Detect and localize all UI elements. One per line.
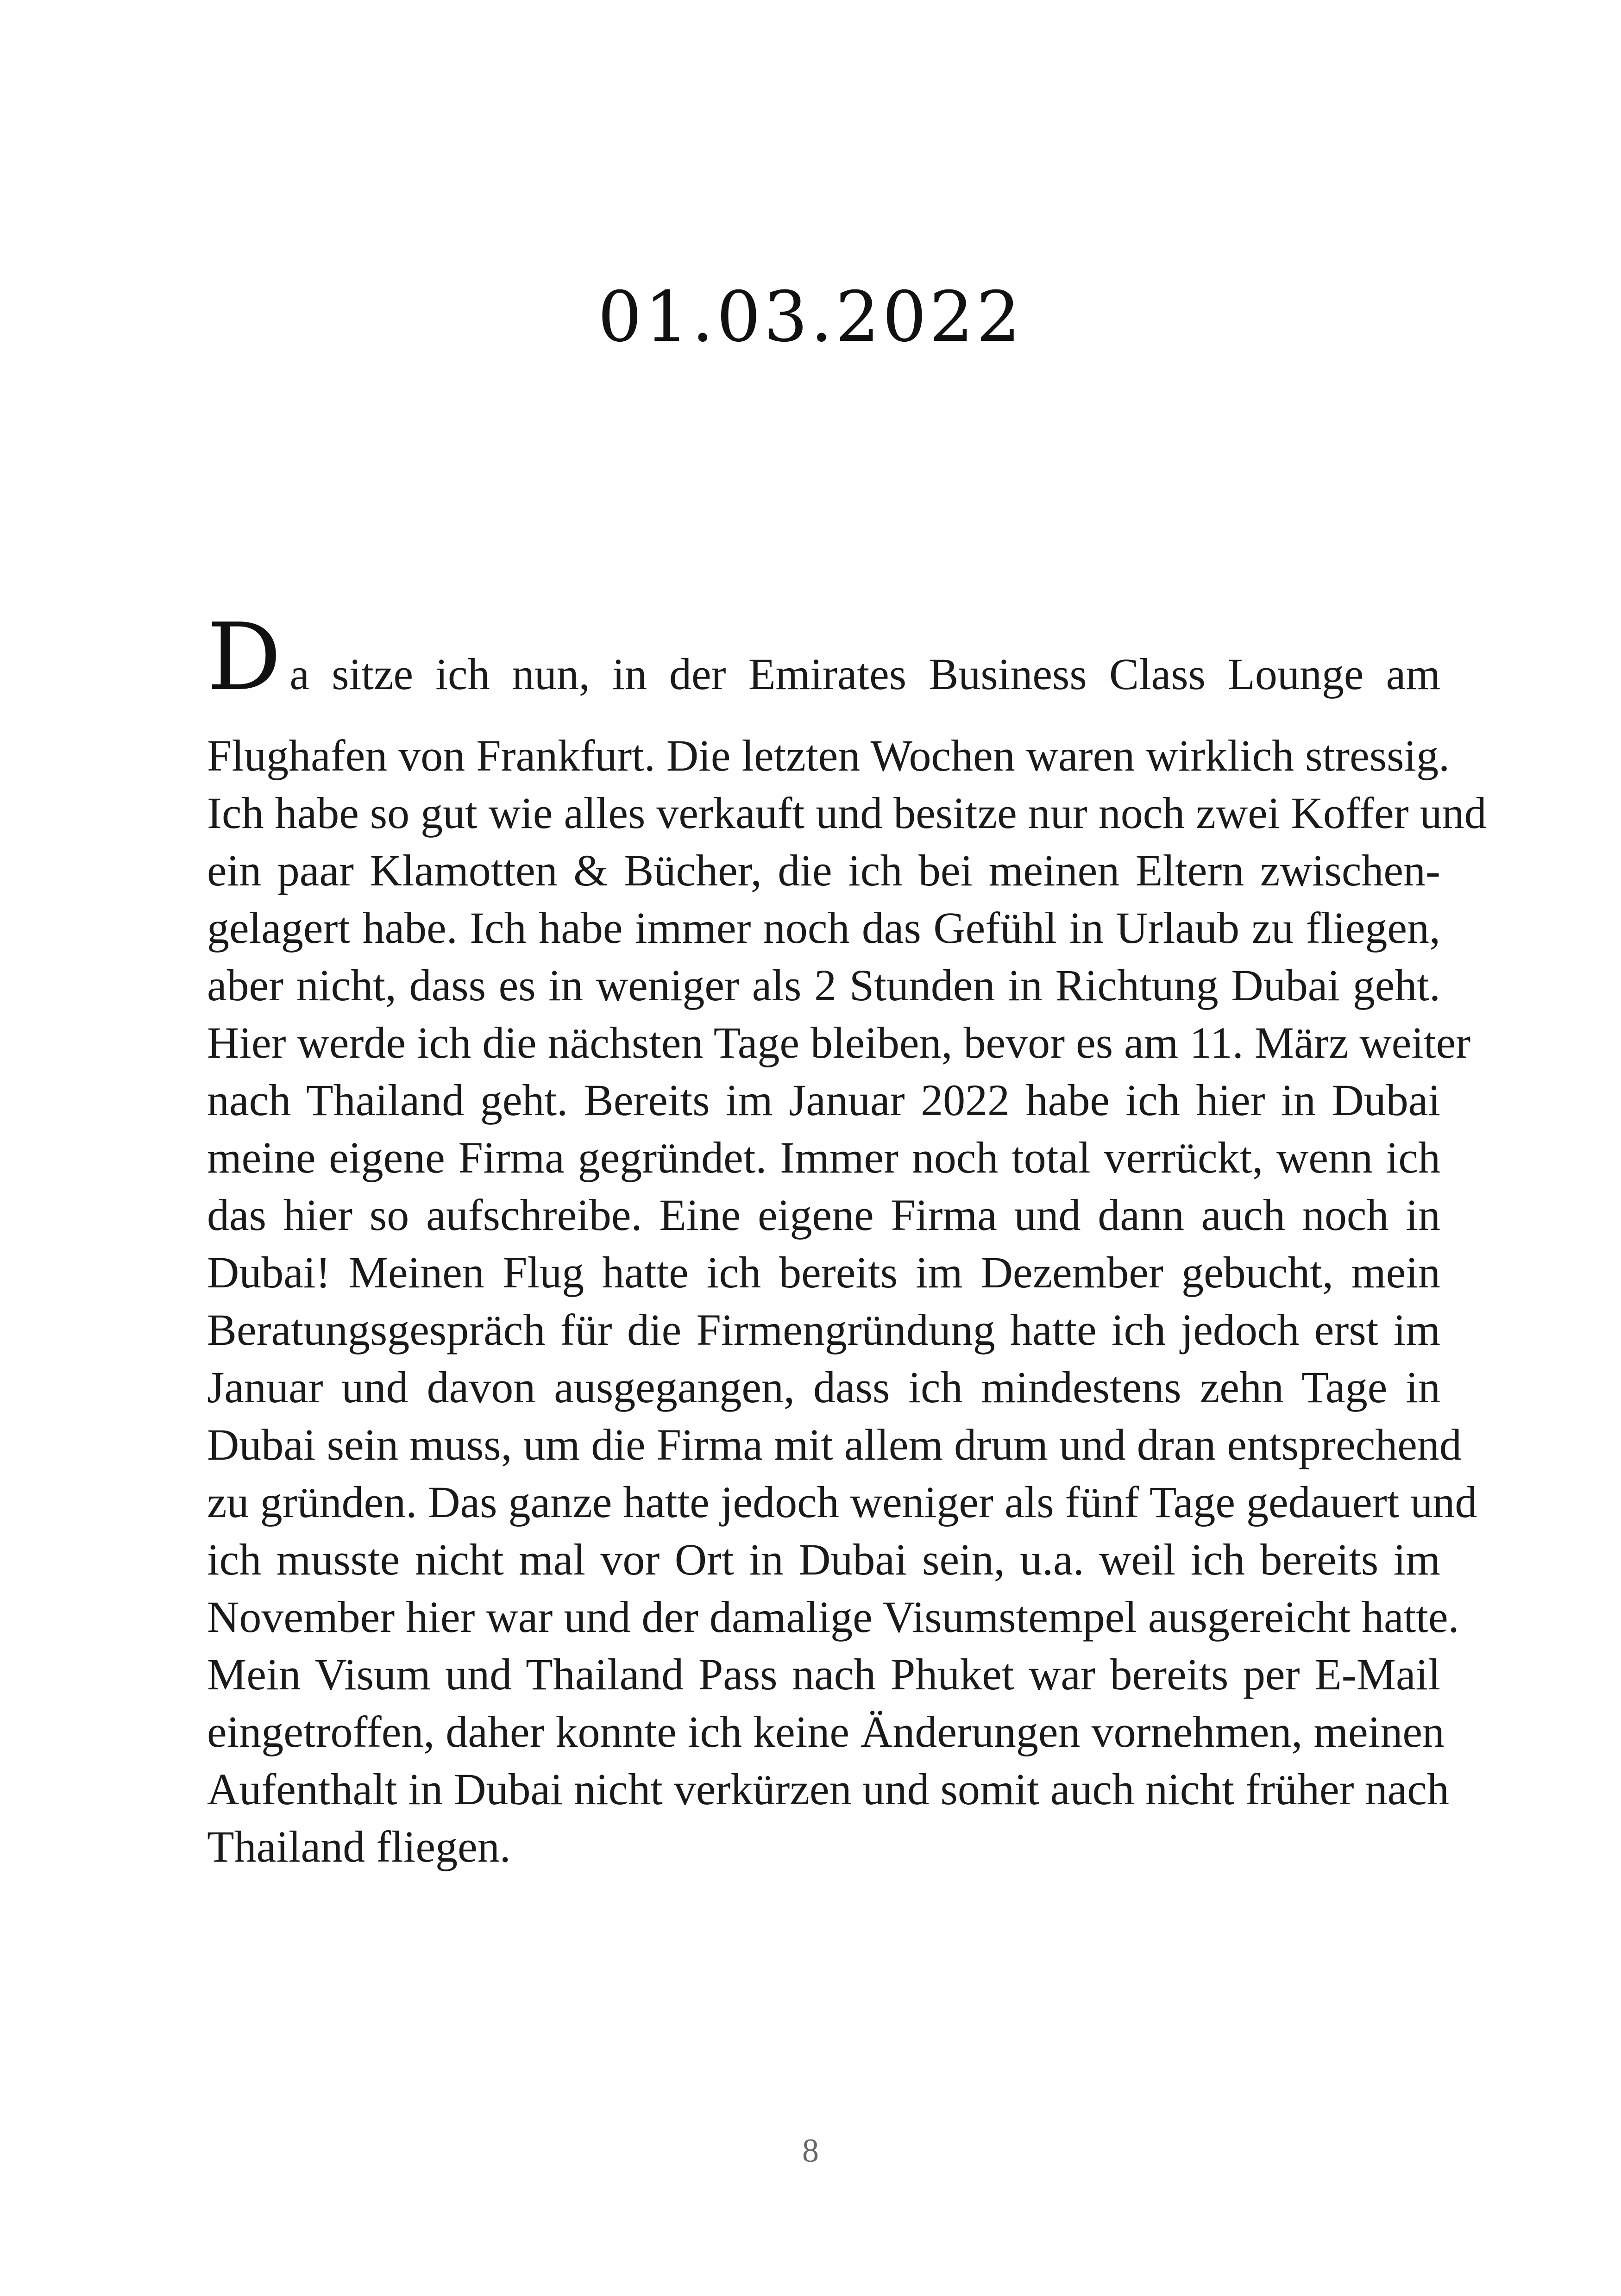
text-line: Beratungsgespräch für die Firmengründung hatte ich jedoch erst im xyxy=(207,1305,1440,1355)
text-line: Mein Visum und Thailand Pass nach Phuket war bereits per E-Mail xyxy=(207,1650,1440,1699)
text-line: Aufenthalt in Dubai nicht verkürzen und somit auch nicht früher nach xyxy=(207,1764,1449,1814)
chapter-title: 01.03.2022 xyxy=(597,277,1024,358)
text-line: ich musste nicht mal vor Ort in Dubai sein, u.a. weil ich bereits im xyxy=(207,1535,1440,1584)
first-line-text: a sitze ich nun, in der Emirates Business Class Lounge am xyxy=(289,649,1440,699)
page-number: 8 xyxy=(802,2132,819,2169)
text-line: Dubai sein muss, um die Firma mit allem drum und dran entsprechend xyxy=(207,1420,1462,1469)
text-line: Januar und davon ausgegangen, dass ich mindestens zehn Tage in xyxy=(207,1362,1440,1412)
text-line: Dubai! Meinen Flug hatte ich bereits im Dezember gebucht, mein xyxy=(207,1248,1440,1297)
text-line: ein paar Klamotten & Bücher, die ich bei meinen Eltern zwischen- xyxy=(207,846,1440,895)
text-line: Flughafen von Frankfurt. Die letzten Wochen waren wirklich stressig. xyxy=(207,731,1450,780)
drop-cap: D xyxy=(207,603,282,711)
text-line: November hier war und der damalige Visumstempel ausgereicht hatte. xyxy=(207,1592,1459,1642)
text-line: das hier so aufschreibe. Eine eigene Firma und dann auch noch in xyxy=(207,1190,1440,1240)
text-line: Thailand fliegen. xyxy=(207,1822,511,1871)
text-line: zu gründen. Das ganze hatte jedoch weniger als fünf Tage gedauert und xyxy=(207,1477,1477,1527)
text-line: gelagert habe. Ich habe immer noch das Gefühl in Urlaub zu fliegen, xyxy=(207,903,1440,953)
first-line xyxy=(207,603,1440,727)
text-line: Hier werde ich die nächsten Tage bleiben, bevor es am 11. März weiter xyxy=(207,1018,1471,1067)
text-line: nach Thailand geht. Bereits im Januar 2022 habe ich hier in Dubai xyxy=(207,1075,1440,1125)
text-line: Ich habe so gut wie alles verkauft und besitze nur noch zwei Koffer und xyxy=(207,788,1487,838)
text-line: aber nicht, dass es in weniger als 2 Stunden in Richtung Dubai geht. xyxy=(207,960,1440,1010)
text-line: meine eigene Firma gegründet. Immer noch total verrückt, wenn ich xyxy=(207,1133,1440,1182)
text-line: eingetroffen, daher konnte ich keine Änderungen vornehmen, meinen xyxy=(207,1707,1445,1757)
body-paragraph xyxy=(207,603,1487,1876)
